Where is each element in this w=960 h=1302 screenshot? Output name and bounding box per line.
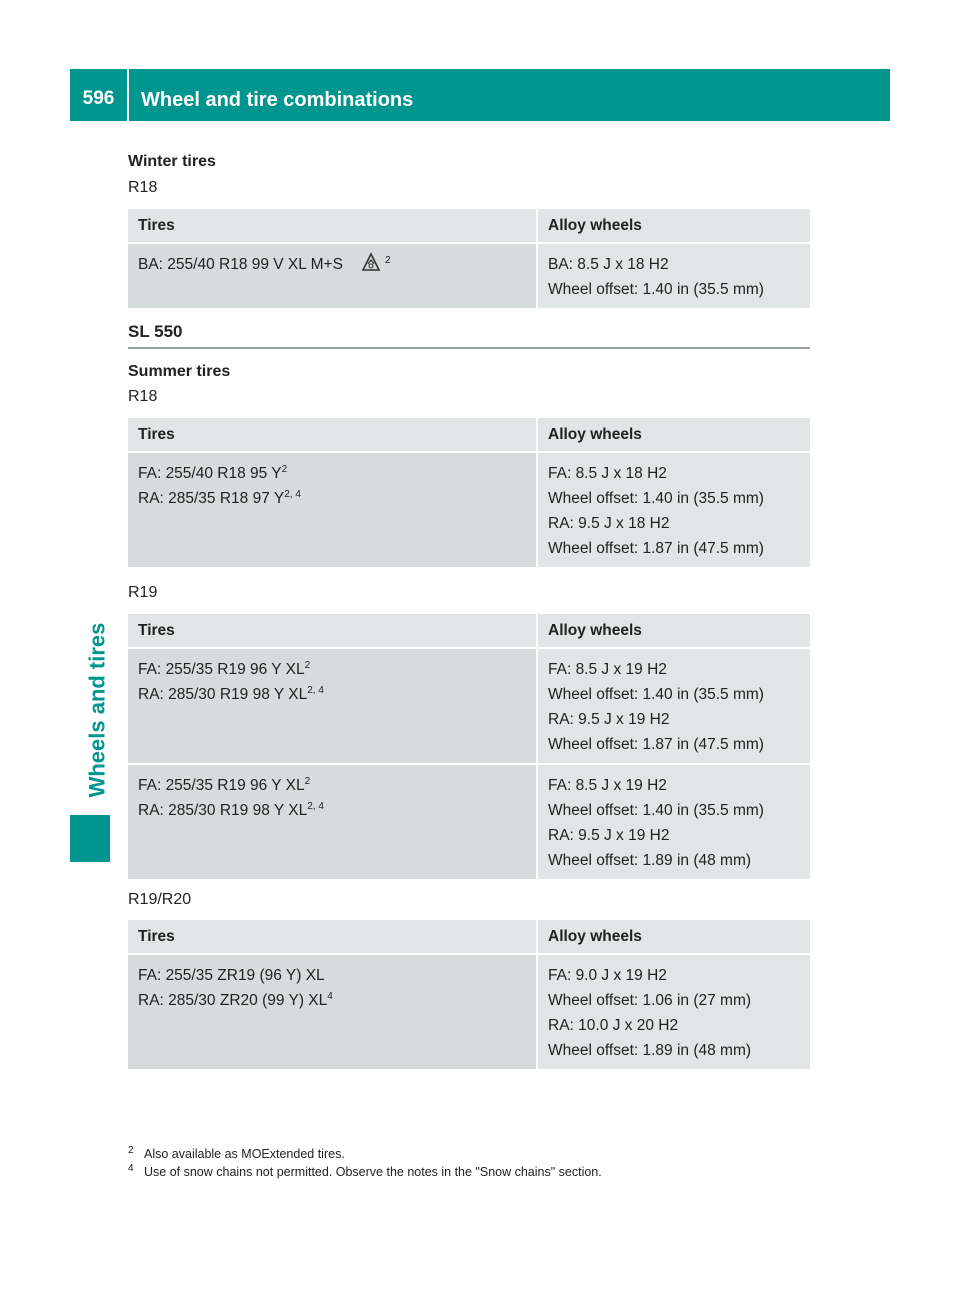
tire-cell: [128, 954, 537, 1069]
page-title: Wheel and tire combinations: [141, 89, 414, 111]
tire-spec-rear: RA: 285/30 ZR20 (99 Y) $XL^4$: [138, 991, 333, 1009]
footnote-ref: 2, 4: [284, 489, 301, 500]
footnote-ref: 4: [327, 991, 333, 1002]
header-divider: [127, 69, 129, 121]
wheel-offset-front: Wheel offset: 1.40 in (35.5 mm): [548, 686, 764, 703]
wheel-offset: Wheel offset: 1.40 in (35.5 mm): [548, 281, 764, 298]
col-header-alloy-wheels: Alloy wheels: [537, 209, 810, 243]
col-header-alloy-wheels: Alloy wheels: [537, 614, 810, 648]
table-row: [128, 765, 810, 879]
summer-r19r20-table: [128, 920, 810, 1069]
footnote-ref: 2: [304, 660, 311, 671]
wheel-spec-rear: RA: 9.5 J x 19 H2: [548, 711, 670, 728]
wheel-cell: [537, 954, 810, 1069]
footnote-mark: 2: [128, 1145, 134, 1156]
snowflake-mountain-icon: [361, 252, 381, 280]
wheel-spec-rear: RA: 10.0 J x 20 H2: [548, 1017, 679, 1034]
wheel-cell: [537, 243, 810, 308]
wheel-offset-rear: Wheel offset: 1.87 in (47.5 mm): [548, 540, 764, 557]
wheel-cell: [537, 765, 810, 879]
col-header-tires: Tires: [128, 418, 537, 452]
footnote-ref: 2: [304, 776, 311, 787]
side-tab-marker: [70, 815, 110, 862]
winter-r18-table: [128, 209, 810, 308]
r19-rim-label: R19: [128, 584, 158, 601]
footnote-text: Use of snow chains not permitted. Observe the notes in the "Snow chains" section.: [144, 1165, 602, 1179]
wheel-spec-front: FA: 8.5 J x 19 H2: [548, 777, 667, 794]
winter-tires-heading: Winter tires: [128, 153, 216, 170]
wheel-spec: BA: 8.5 J x 18 H2: [548, 256, 669, 273]
winter-rim-label: R18: [128, 179, 158, 196]
wheel-spec-front: FA: 8.5 J x 19 H2: [548, 661, 667, 678]
summer-r19-table: [128, 614, 810, 879]
table-row: [128, 243, 810, 308]
footnote-ref: 2: [281, 464, 288, 475]
col-header-tires: Tires: [128, 614, 537, 648]
tire-cell: [128, 452, 537, 567]
wheel-offset-rear: Wheel offset: 1.87 in (47.5 mm): [548, 736, 764, 753]
summer-tires-heading: Summer tires: [128, 363, 231, 380]
tire-spec-front: FA: 255/35 R19 96 Y $XL^2$: [138, 776, 311, 794]
wheel-cell: [537, 452, 810, 567]
col-header-tires: Tires: [128, 920, 537, 954]
col-header-alloy-wheels: Alloy wheels: [537, 920, 810, 954]
wheel-offset-rear: Wheel offset: 1.89 in (48 mm): [548, 1042, 752, 1059]
r18-rim-label: R18: [128, 388, 158, 405]
section-title-sl550: SL 550: [128, 322, 183, 341]
wheel-offset-front: Wheel offset: 1.40 in (35.5 mm): [548, 802, 764, 819]
footnote-ref: 2: [384, 255, 391, 266]
footnote-ref: 2, 4: [307, 801, 324, 812]
tire-cell: [128, 243, 537, 308]
wheel-spec-front: FA: 9.0 J x 19 H2: [548, 967, 667, 984]
tire-spec-rear: RA: 285/35 R18 97 Y$^{2, 4}$: [138, 489, 301, 507]
tire-cell: [128, 765, 537, 879]
tire-spec-front: FA: 255/40 R18 95 $Y^2$: [138, 464, 288, 482]
col-header-tires: Tires: [128, 209, 537, 243]
section-divider: [128, 347, 810, 349]
tire-spec: BA: 255/40 R18 99 V XL M+S: [138, 256, 343, 273]
table-row: [128, 452, 810, 567]
tire-spec-rear: RA: 285/30 R19 98 Y XL$^{2, 4}$: [138, 685, 324, 703]
side-chapter-label: Wheels and tires: [84, 622, 109, 798]
table-row: [128, 954, 810, 1069]
tire-spec-front: FA: 255/35 R19 96 Y $XL^2$: [138, 660, 311, 678]
wheel-offset-front: Wheel offset: 1.06 in (27 mm): [548, 992, 752, 1009]
table-row: [128, 648, 810, 764]
tire-spec-front: FA: 255/35 ZR19 (96 Y) XL: [138, 967, 325, 984]
tire-spec-rear: RA: 285/30 R19 98 Y XL$^{2, 4}$: [138, 801, 324, 819]
footnote-text: Also available as MOExtended tires.: [144, 1147, 345, 1161]
col-header-alloy-wheels: Alloy wheels: [537, 418, 810, 452]
page-header: [70, 69, 890, 121]
wheel-spec-rear: RA: 9.5 J x 18 H2: [548, 515, 670, 532]
side-chapter-tab: [78, 612, 116, 808]
wheel-spec-front: FA: 8.5 J x 18 H2: [548, 465, 667, 482]
wheel-cell: [537, 648, 810, 764]
footnote-mark: 4: [128, 1163, 134, 1174]
r19r20-rim-label: R19/R20: [128, 891, 192, 908]
summer-r18-table: [128, 418, 810, 567]
wheel-offset-rear: Wheel offset: 1.89 in (48 mm): [548, 852, 752, 869]
tire-cell: [128, 648, 537, 764]
footnote-ref: 2, 4: [307, 685, 324, 696]
wheel-spec-rear: RA: 9.5 J x 19 H2: [548, 827, 670, 844]
page-number: 596: [82, 88, 115, 109]
wheel-offset-front: Wheel offset: 1.40 in (35.5 mm): [548, 490, 764, 507]
